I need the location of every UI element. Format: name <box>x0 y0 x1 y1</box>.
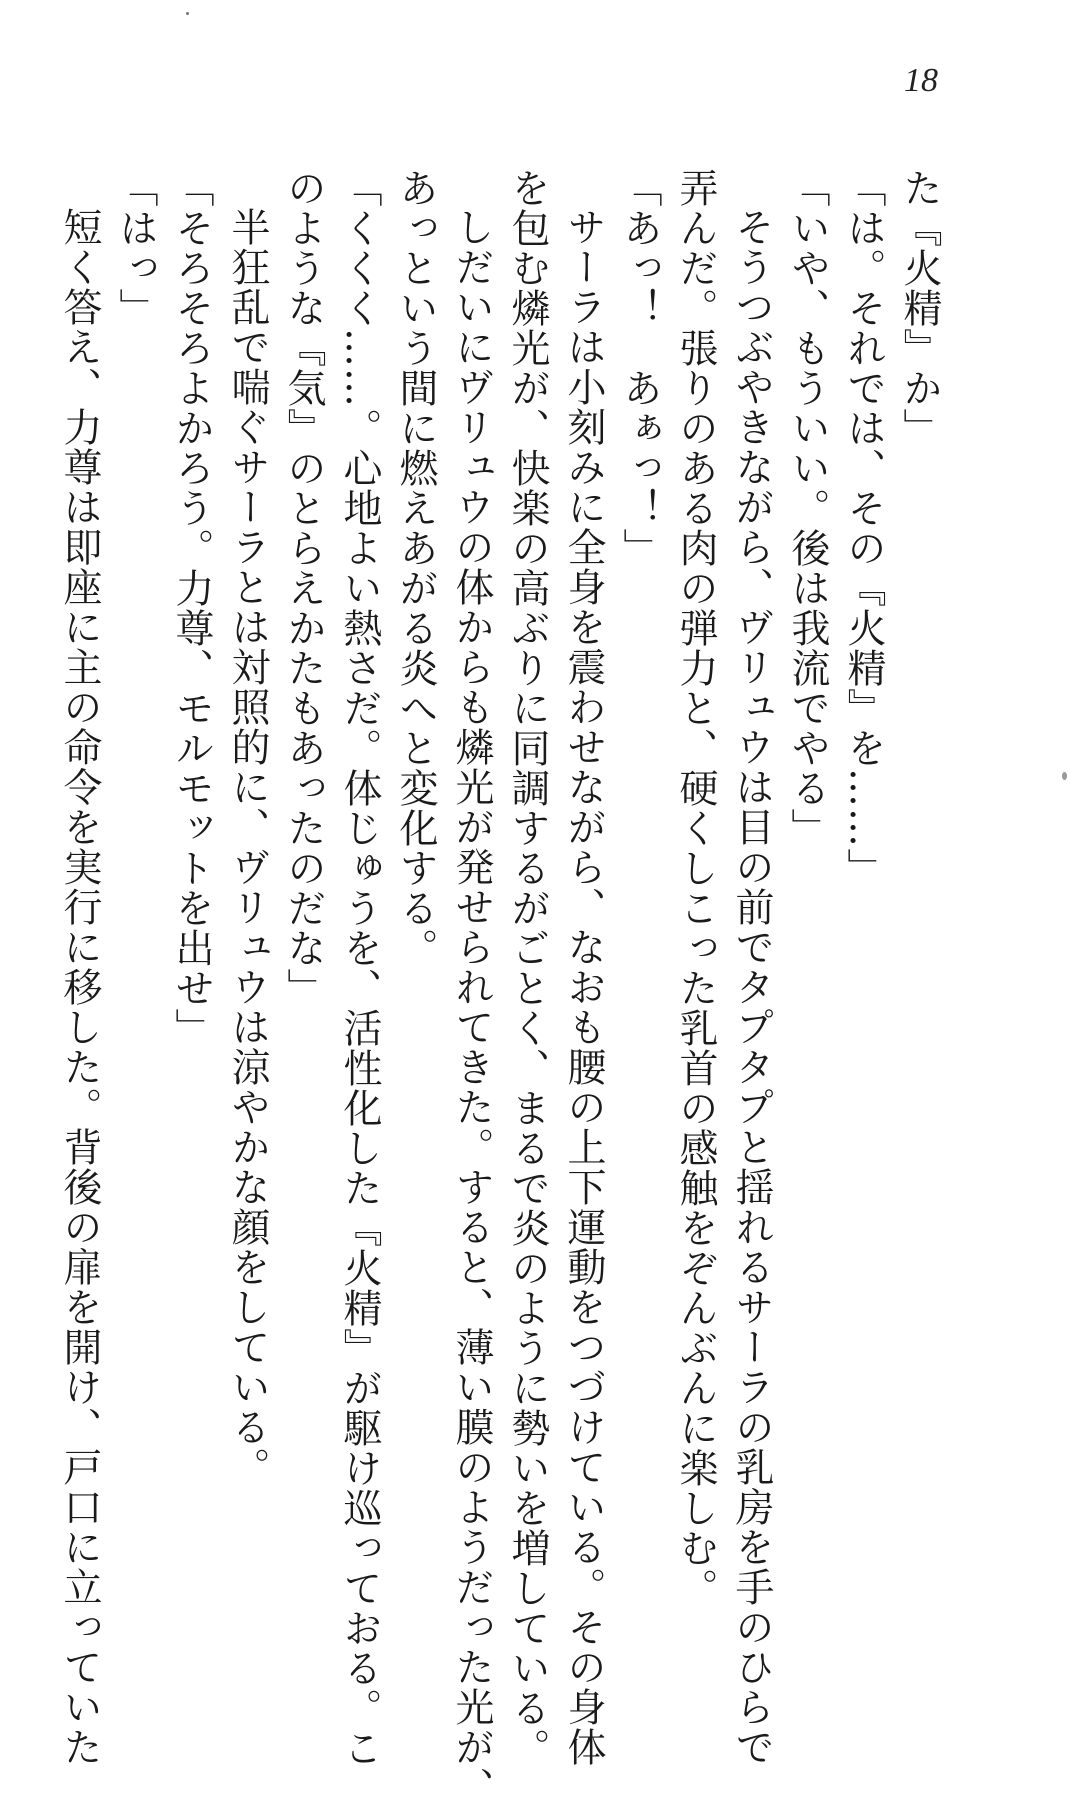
text-line: 「そろそろよかろう。力尊、モルモットを出せ」 <box>169 168 214 1048</box>
text-line: 短く答え、力尊は即座に主の命令を実行に移した。背後の扉を開け、戸口に立っていた <box>57 207 102 1767</box>
text-line: そうつぶやきながら、ヴリュウは目の前でタプタプと揺れるサーラの乳房を手のひらで <box>729 207 774 1767</box>
scan-speck <box>186 12 189 15</box>
text-line: 半狂乱で喘ぐサーラとは対照的に、ヴリュウは涼やかな顔をしている。 <box>225 207 270 1487</box>
text-line: 「くくく……。心地よい熱さだ。体じゅうを、活性化した『火精』が駆け巡っておる。こ <box>337 168 382 1768</box>
text-line: 「いや、もういい。後は我流でやる」 <box>785 168 830 848</box>
text-line: サーラは小刻みに全身を震わせながら、なおも腰の上下運動をつづけている。その身体 <box>561 207 606 1767</box>
text-line: た『火精』か」 <box>897 168 942 448</box>
scan-speck <box>1062 772 1067 780</box>
page-number: 18 <box>904 62 938 99</box>
vertical-text-body <box>51 168 947 1807</box>
text-line: 「はっ」 <box>113 168 158 328</box>
text-line: のような『気』のとらえかたもあったのだな」 <box>281 168 326 1008</box>
text-line: 「は。それでは、その『火精』を……」 <box>841 168 886 888</box>
text-line: 「あっ！ あぁっ！」 <box>617 168 662 568</box>
text-line: あっという間に燃えあがる炎へと変化する。 <box>393 168 438 968</box>
text-line: しだいにヴリュウの体からも燐光が発せられてきた。すると、薄い膜のようだった光が、 <box>449 207 494 1807</box>
text-line: 弄んだ。張りのある肉の弾力と、硬くしこった乳首の感触をぞんぶんに楽しむ。 <box>673 168 718 1608</box>
text-line: を包む燐光が、快楽の高ぶりに同調するがごとく、まるで炎のように勢いを増している。 <box>505 168 550 1768</box>
